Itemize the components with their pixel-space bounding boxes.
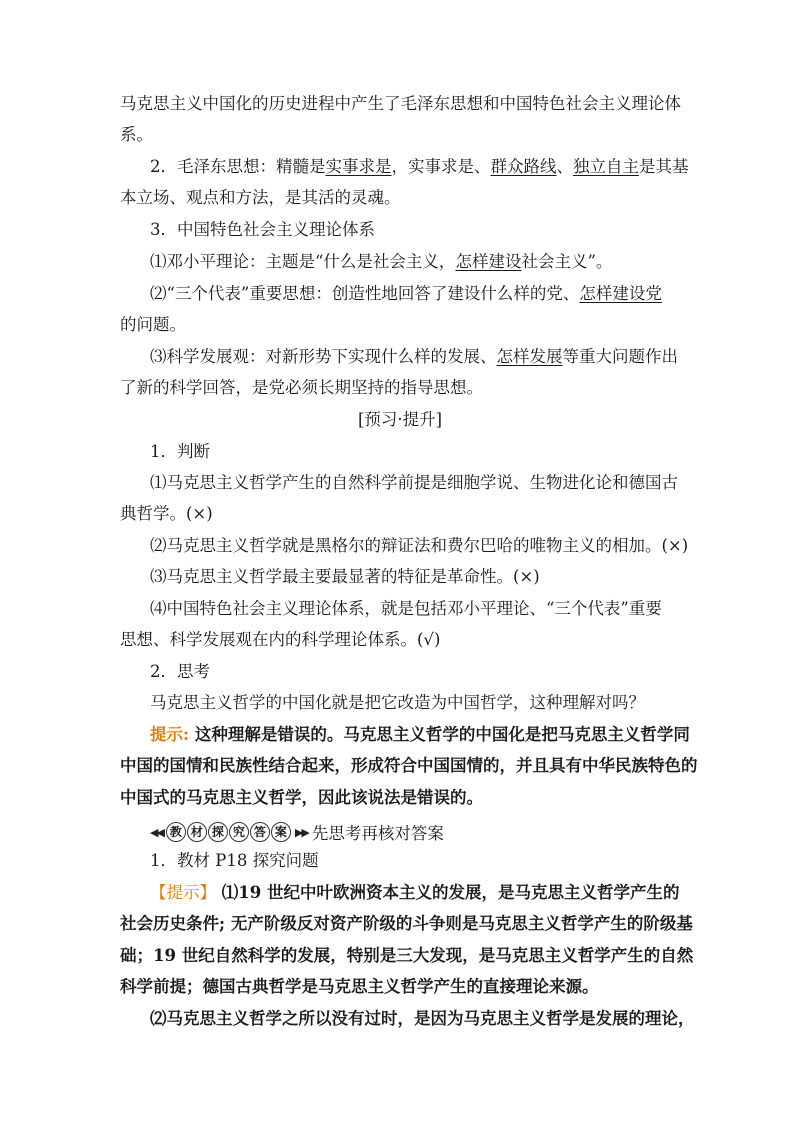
paragraph-line: 思想、科学发展观在内的科学理论体系。(√) (120, 630, 441, 649)
judgement-item-1: ⑴马克思主义哲学产生的自然科学前提是细胞学说、生物进化论和德国古 (150, 473, 678, 492)
text-run: 、 (556, 157, 573, 176)
banner-chip: 究 (229, 822, 249, 842)
text-run: ⑵“三个代表”重要思想：创造性地回答了建设什么样的党、 (150, 284, 580, 303)
hint-line: 中国的国情和民族性结合起来，形成符合中国国情的，并且具有中华民族特色的 (120, 756, 698, 775)
judgement-item-4: ⑷中国特色社会主义理论体系，就是包括邓小平理论、“三个代表”重要 (150, 599, 662, 618)
banner-chip: 材 (187, 822, 207, 842)
mao-thought-line (150, 156, 689, 178)
banner-chip: 案 (271, 822, 291, 842)
think-heading: 2．思考 (150, 662, 210, 681)
three-represents-line (150, 283, 680, 305)
double-right-arrow-icon: ▶▶ (294, 825, 308, 839)
section-heading: 3．中国特色社会主义理论体系 (150, 220, 375, 239)
text-run: 是其基 (639, 157, 689, 176)
text-run: 2．毛泽东思想：精髓是 (150, 157, 326, 176)
deng-theory-line (150, 251, 680, 273)
banner-chip: 探 (208, 822, 228, 842)
text-run: 这种理解是错误的。马克思主义哲学的中国化是把马克思主义哲学同 (189, 725, 690, 744)
inquiry-heading: 1．教材 P18 探究问题 (150, 851, 319, 870)
paragraph-line: 典哲学。(×) (120, 504, 213, 523)
underlined-term: 群众路线 (490, 157, 557, 176)
text-run: ⑶科学发展观：对新形势下实现什么样的发展、 (150, 347, 497, 366)
banner-text: 先思考再核对答案 (311, 824, 444, 843)
hint-line: 中国式的马克思主义哲学，因此该说法是错误的。 (120, 788, 483, 807)
banner-chips (166, 822, 292, 842)
underlined-term: 实事求是 (325, 157, 392, 176)
paragraph-line: 系。 (120, 125, 153, 144)
judgement-item-2: ⑵马克思主义哲学就是黑格尔的辩证法和费尔巴哈的唯物主义的相加。(×) (150, 536, 689, 555)
answer-line: 础；19 世纪自然科学的发展，特别是三大发现，是马克思主义哲学产生的自然 (120, 946, 694, 965)
paragraph-line: 的问题。 (120, 315, 186, 334)
underlined-term: 怎样建设 (455, 252, 522, 271)
scientific-outlook-line (150, 346, 680, 368)
text-run: ⑴邓小平理论：主题是“什么是社会主义， (150, 252, 456, 271)
answer-line: 社会历史条件; 无产阶级反对资产阶级的斗争则是马克思主义哲学产生的阶级基 (120, 914, 693, 933)
judgement-item-3: ⑶马克思主义哲学最主要最显著的特征是革命性。(×) (150, 567, 540, 586)
think-question: 马克思主义哲学的中国化就是把它改造为中国哲学，这种理解对吗？ (150, 693, 645, 712)
answer-line (150, 882, 680, 904)
hint-label: 【提示】 (150, 883, 216, 902)
paragraph-line: 本立场、观点和方法，是其活的灵魂。 (120, 188, 401, 207)
answer-line: 科学前提；德国古典哲学是马克思主义哲学产生的直接理论来源。 (120, 977, 599, 996)
paragraph-line: 马克思主义中国化的历史进程中产生了毛泽东思想和中国特色社会主义理论体 (120, 94, 681, 113)
banner-chip: 答 (250, 822, 270, 842)
underlined-term: 独立自主 (573, 157, 639, 176)
preview-section-title: [预习·提升] (357, 410, 443, 429)
banner-chip: 教 (166, 822, 186, 842)
text-run: 等重大问题作出 (562, 347, 678, 366)
hint-line (150, 724, 690, 746)
double-left-arrow-icon: ◀◀ (150, 825, 163, 839)
text-run: ⑴19 世纪中叶欧洲资本主义的发展，是马克思主义哲学产生的 (216, 883, 680, 902)
textbook-answer-banner (150, 821, 444, 843)
answer-line: ⑵马克思主义哲学之所以没有过时，是因为马克思主义哲学是发展的理论， (150, 1009, 695, 1028)
paragraph-line: 了新的科学回答，是党必须长期坚持的指导思想。 (120, 378, 483, 397)
underlined-term: 怎样发展 (496, 347, 563, 366)
underlined-term: 怎样建设党 (579, 284, 662, 303)
text-run: ，实事求是、 (391, 157, 491, 176)
hint-label: 提示: (150, 725, 190, 744)
judgement-heading: 1．判断 (150, 442, 210, 461)
text-run: 社会主义”。 (521, 252, 613, 271)
